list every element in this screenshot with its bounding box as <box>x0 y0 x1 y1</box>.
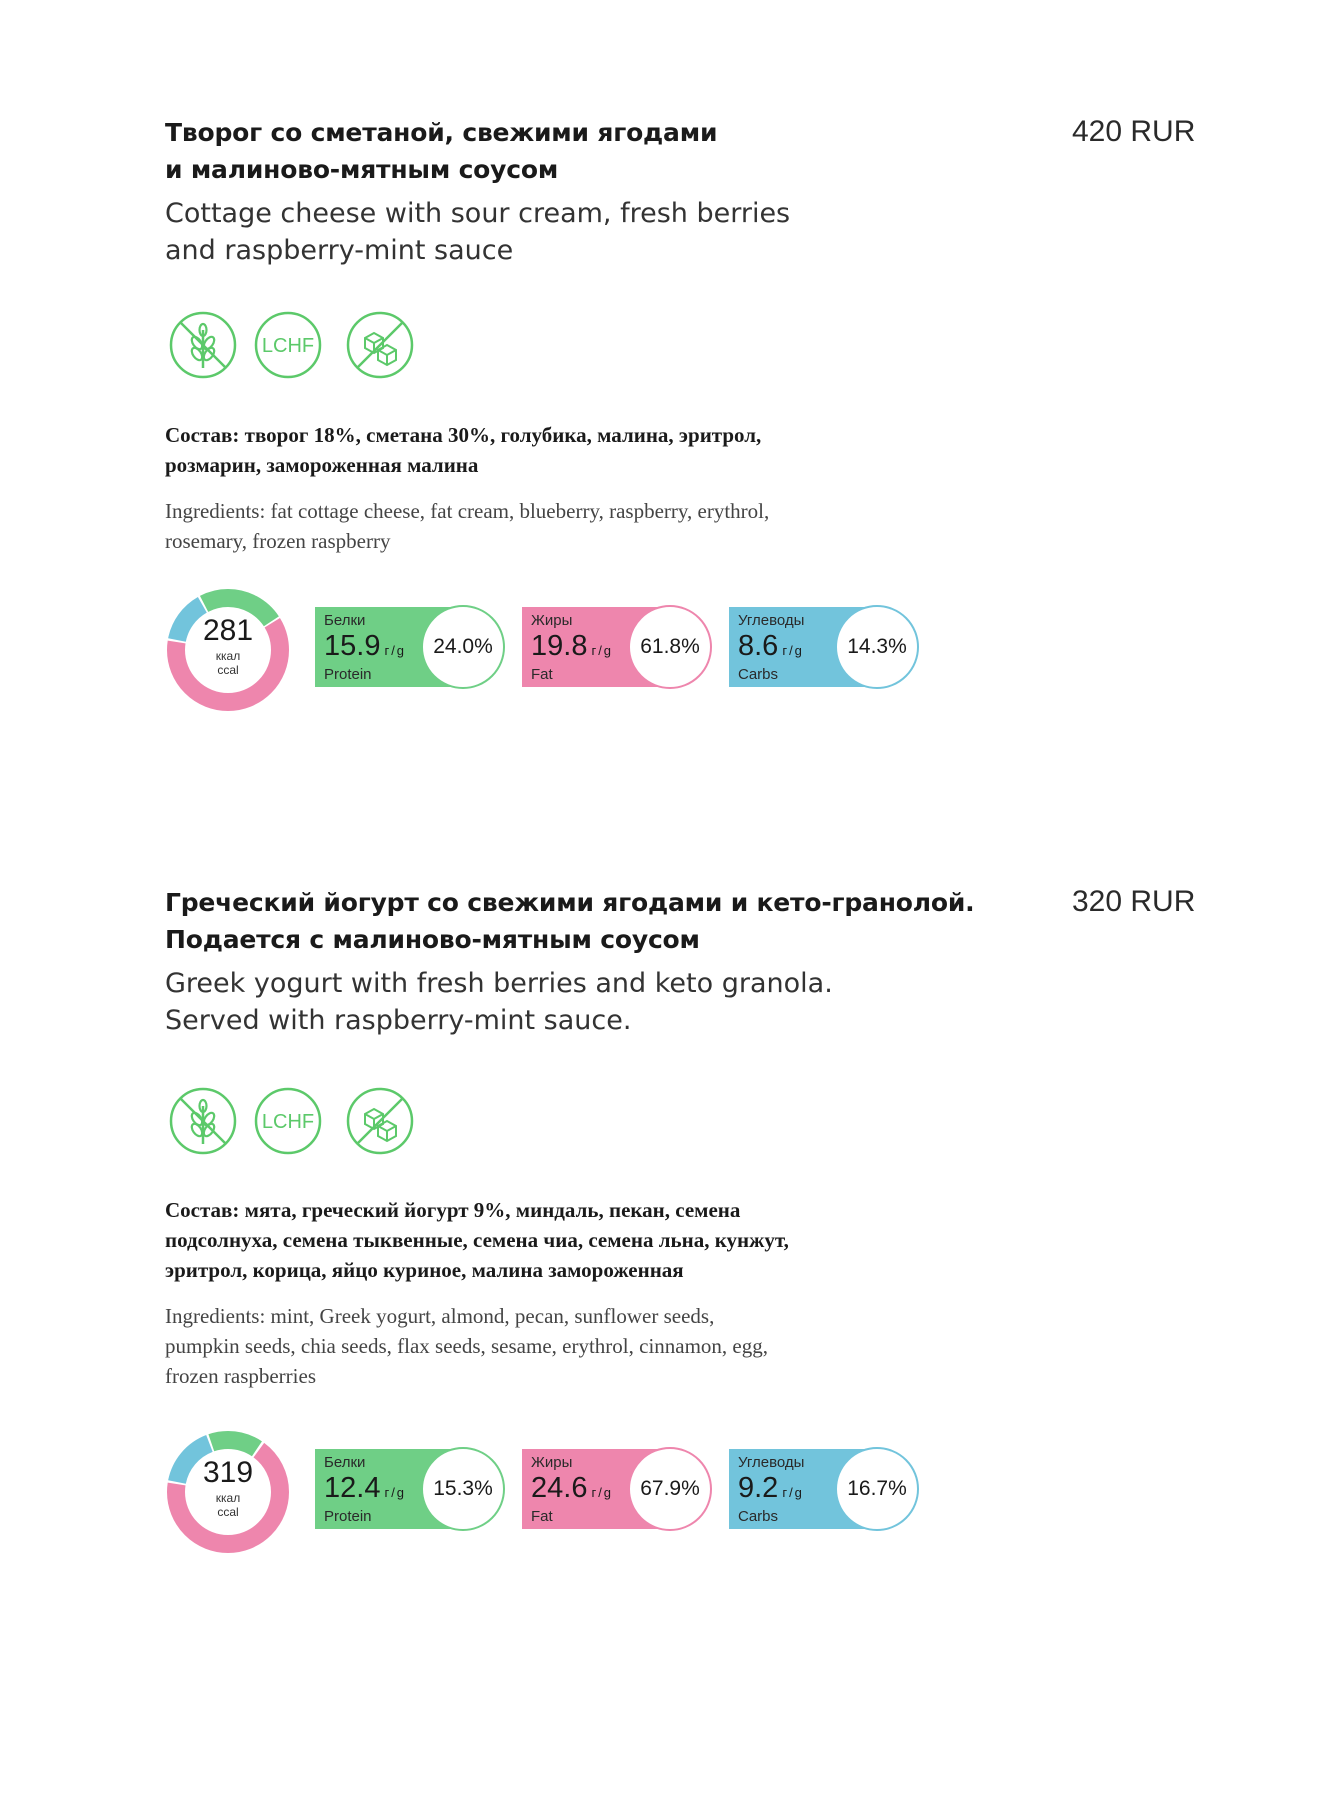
title-en-line: and raspberry-mint sauce <box>165 235 514 266</box>
carbs-label-ru: Углеводы <box>738 1454 805 1471</box>
protein-value <box>324 1471 406 1510</box>
carbs-label-en: Carbs <box>738 1508 779 1525</box>
protein-label-ru: Белки <box>324 612 366 629</box>
sugar-free-icon <box>345 310 415 380</box>
ingredients-en <box>165 496 945 556</box>
fat-label-ru: Жиры <box>531 612 573 629</box>
diet-badges <box>168 1086 428 1158</box>
fat-percent: 61.8% <box>628 605 712 689</box>
protein-percent: 15.3% <box>421 1447 505 1531</box>
carbs-grams: 9.2 <box>738 1472 779 1504</box>
calorie-donut <box>165 1429 291 1555</box>
carbs-value <box>738 629 804 668</box>
fat-label-en: Fat <box>531 1508 553 1525</box>
title-ru-line: Подается с малиново-мятным соусом <box>165 925 700 954</box>
kcal-value: 281 <box>202 614 254 647</box>
title-en-line: Cottage cheese with sour cream, fresh berries <box>165 198 791 229</box>
carbs-card <box>729 605 919 689</box>
kcal-unit-ru: ккал <box>215 649 241 663</box>
protein-unit: г/g <box>384 1485 407 1500</box>
fat-percent: 67.9% <box>628 1447 712 1531</box>
ingredients-line: Ingredients: fat cottage cheese, fat cream, blueberry, raspberry, erythrol, <box>165 499 770 523</box>
kcal-unit <box>165 649 291 677</box>
composition-line: эритрол, корица, яйцо куриное, малина замороженная <box>165 1258 684 1282</box>
protein-card <box>315 605 505 689</box>
sugar-free-icon <box>345 1086 415 1156</box>
fat-label-en: Fat <box>531 666 553 683</box>
composition-line: Состав: мята, греческий йогурт 9%, миндаль, пекан, семена <box>165 1198 741 1222</box>
dish-card <box>0 770 1339 1530</box>
title-ru-line: и малиново-мятным соусом <box>165 155 559 184</box>
fat-card <box>522 605 712 689</box>
kcal-value: 319 <box>202 1456 254 1489</box>
carbs-unit: г/g <box>782 643 804 658</box>
calorie-donut <box>165 587 291 713</box>
title-ru-line: Творог со сметаной, свежими ягодами <box>165 118 718 147</box>
composition-line: розмарин, замороженная малина <box>165 453 479 477</box>
carbs-unit: г/g <box>782 1485 804 1500</box>
composition-line: подсолнуха, семена тыквенные, семена чиа, семена льна, кунжут, <box>165 1228 789 1252</box>
dish-title-en <box>165 195 1065 269</box>
ingredients-line: frozen raspberries <box>165 1364 316 1388</box>
protein-grams: 15.9 <box>324 630 381 662</box>
composition-line: Состав: творог 18%, сметана 30%, голубика, малина, эритрол, <box>165 423 762 447</box>
dish-title-en <box>165 965 1065 1039</box>
carbs-label-ru: Углеводы <box>738 612 805 629</box>
dish-title-ru <box>165 884 1065 958</box>
kcal-unit-en: ccal <box>217 663 239 677</box>
protein-percent: 24.0% <box>421 605 505 689</box>
protein-grams: 12.4 <box>324 1472 381 1504</box>
lchf-badge-text: LCHF <box>261 335 315 357</box>
protein-unit: г/g <box>384 643 407 658</box>
kcal-unit-ru: ккал <box>215 1491 241 1505</box>
lchf-icon <box>253 1086 323 1156</box>
gluten-free-icon <box>168 310 238 380</box>
ingredients-en <box>165 1301 945 1391</box>
ingredients-line: pumpkin seeds, chia seeds, flax seeds, sesame, erythrol, cinnamon, egg, <box>165 1334 769 1358</box>
diet-badges <box>168 310 428 382</box>
protein-label-en: Protein <box>324 1508 372 1525</box>
lchf-badge-text: LCHF <box>261 1111 315 1133</box>
protein-label-en: Protein <box>324 666 372 683</box>
fat-value <box>531 629 613 668</box>
carbs-percent: 14.3% <box>835 605 919 689</box>
fat-unit: г/g <box>591 1485 614 1500</box>
ingredients-line: Ingredients: mint, Greek yogurt, almond, pecan, sunflower seeds, <box>165 1304 715 1328</box>
composition-ru <box>165 1195 945 1285</box>
composition-ru <box>165 420 945 480</box>
gluten-free-icon <box>168 1086 238 1156</box>
ingredients-line: rosemary, frozen raspberry <box>165 529 391 553</box>
carbs-value <box>738 1471 804 1510</box>
dish-price: 320 RUR <box>1072 885 1196 918</box>
carbs-label-en: Carbs <box>738 666 779 683</box>
dish-card <box>0 0 1339 760</box>
kcal-unit <box>165 1491 291 1519</box>
title-ru-line: Греческий йогурт со свежими ягодами и кето-гранолой. <box>165 888 975 917</box>
carbs-card <box>729 1447 919 1531</box>
dish-price: 420 RUR <box>1072 115 1196 148</box>
fat-grams: 24.6 <box>531 1472 588 1504</box>
fat-grams: 19.8 <box>531 630 588 662</box>
title-en-line: Served with raspberry-mint sauce. <box>165 1005 632 1036</box>
carbs-grams: 8.6 <box>738 630 779 662</box>
fat-card <box>522 1447 712 1531</box>
protein-label-ru: Белки <box>324 1454 366 1471</box>
dish-title-ru <box>165 114 1065 188</box>
protein-value <box>324 629 406 668</box>
carbs-percent: 16.7% <box>835 1447 919 1531</box>
fat-unit: г/g <box>591 643 614 658</box>
fat-label-ru: Жиры <box>531 1454 573 1471</box>
lchf-icon <box>253 310 323 380</box>
kcal-unit-en: ccal <box>217 1505 239 1519</box>
protein-card <box>315 1447 505 1531</box>
fat-value <box>531 1471 613 1510</box>
title-en-line: Greek yogurt with fresh berries and keto granola. <box>165 968 833 999</box>
